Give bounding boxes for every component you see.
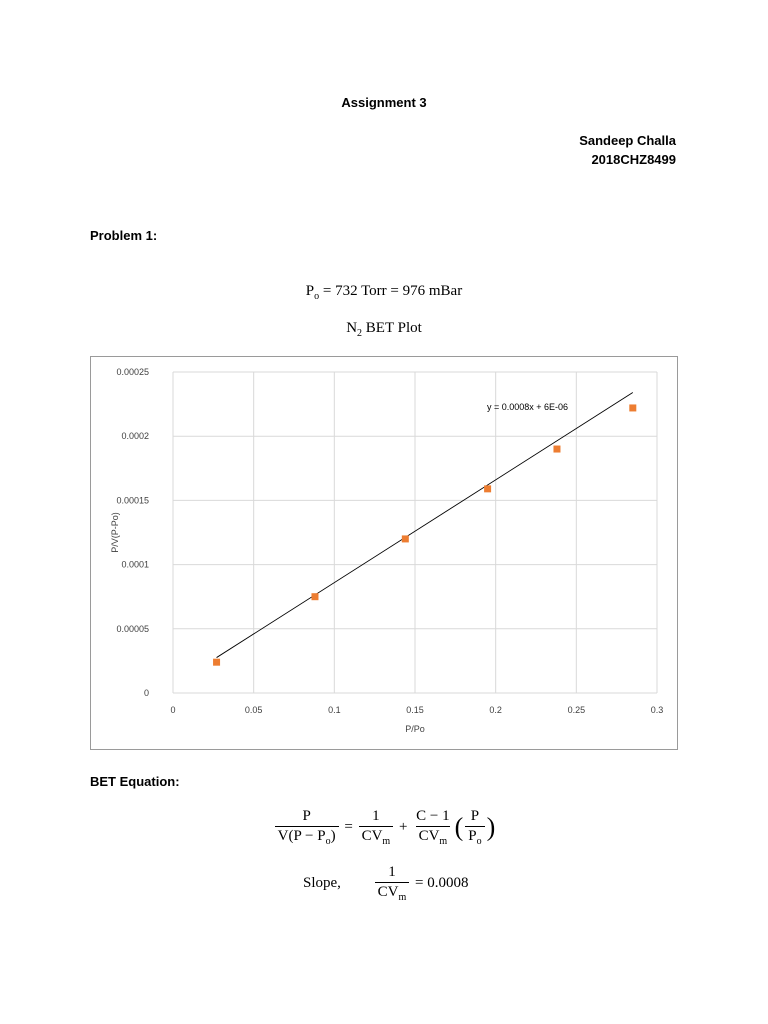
y-tick-label: 0 [143,688,149,698]
trendline-equation: y = 0.0008x + 6E-06 [487,402,569,412]
term1-numerator: 1 [372,808,380,824]
slope-denominator [375,882,410,903]
x-tick-label: 0 [170,705,176,715]
x-tick-label: 0.15 [406,705,424,715]
term1-den-text: CV [361,828,383,844]
plot-title [0,320,768,339]
slope-value: = 0.0008 [415,874,469,891]
term3-fraction [465,808,484,847]
lhs-fraction [275,808,339,847]
slope-numerator: 1 [388,864,396,880]
problem-heading: Problem 1: [90,228,158,243]
x-tick-label: 0.2 [489,705,502,715]
close-paren: ) [486,812,496,842]
slope-den-sub: m [398,892,407,903]
data-point [311,593,318,600]
bet-heading: BET Equation: [90,774,180,789]
pressure-subscript: o [314,291,320,302]
x-tick-label: 0.25 [567,705,586,715]
term2-fraction [413,808,452,847]
term2-denominator [416,826,451,847]
pressure-equation [0,283,768,302]
term2-den-text: CV [418,828,440,844]
term2-numerator: C − 1 [416,808,450,824]
pressure-symbol: P [305,283,315,299]
slope-equation [303,864,469,903]
y-axis-label: P/V(P-Po) [110,512,120,553]
data-point [629,404,636,411]
slope-label: Slope, [303,874,341,891]
y-tick-label: 0.00015 [116,495,149,506]
plot-title-subscript: 2 [357,328,363,339]
term3-den-sub: o [476,836,482,847]
lhs-den-end: ) [330,828,336,844]
data-point [484,485,491,492]
lhs-den-text: V(P − P [277,828,326,844]
bet-chart [91,357,677,749]
trendline [217,393,633,658]
term1-den-sub: m [382,836,391,847]
lhs-denominator [275,826,339,847]
term3-denominator [465,826,484,847]
x-axis-label: P/Po [405,724,425,734]
x-tick-label: 0.3 [650,705,664,715]
y-tick-label: 0.0001 [121,559,149,570]
equals-sign: = [344,818,353,835]
term1-fraction [359,808,394,847]
data-point [402,535,409,542]
y-tick-label: 0.00005 [116,623,149,634]
bet-chart-frame [90,356,678,750]
term3-numerator: P [470,808,480,824]
term1-denominator [359,826,394,847]
author-id: 2018CHZ8499 [591,152,676,167]
data-point [213,659,220,666]
pressure-values: = 732 Torr = 976 mBar [319,283,463,299]
slope-fraction [375,864,410,903]
x-tick-label: 0.05 [244,705,263,715]
term3-den-text: P [468,828,477,844]
author-name: Sandeep Challa [579,133,676,148]
slope-den-text: CV [377,884,399,900]
x-tick-label: 0.1 [328,705,341,715]
lhs-numerator: P [302,808,311,824]
y-tick-label: 0.0002 [121,431,149,442]
term2-den-sub: m [439,836,448,847]
y-tick-label: 0.00025 [116,367,149,377]
plot-title-rest: BET Plot [362,320,422,336]
lhs-den-sub: o [325,836,331,847]
open-paren: ( [454,812,464,842]
bet-equation [0,808,768,847]
data-point [553,446,560,453]
plot-title-main: N [346,320,358,336]
plus-sign: + [398,818,408,835]
document-title: Assignment 3 [341,95,427,110]
